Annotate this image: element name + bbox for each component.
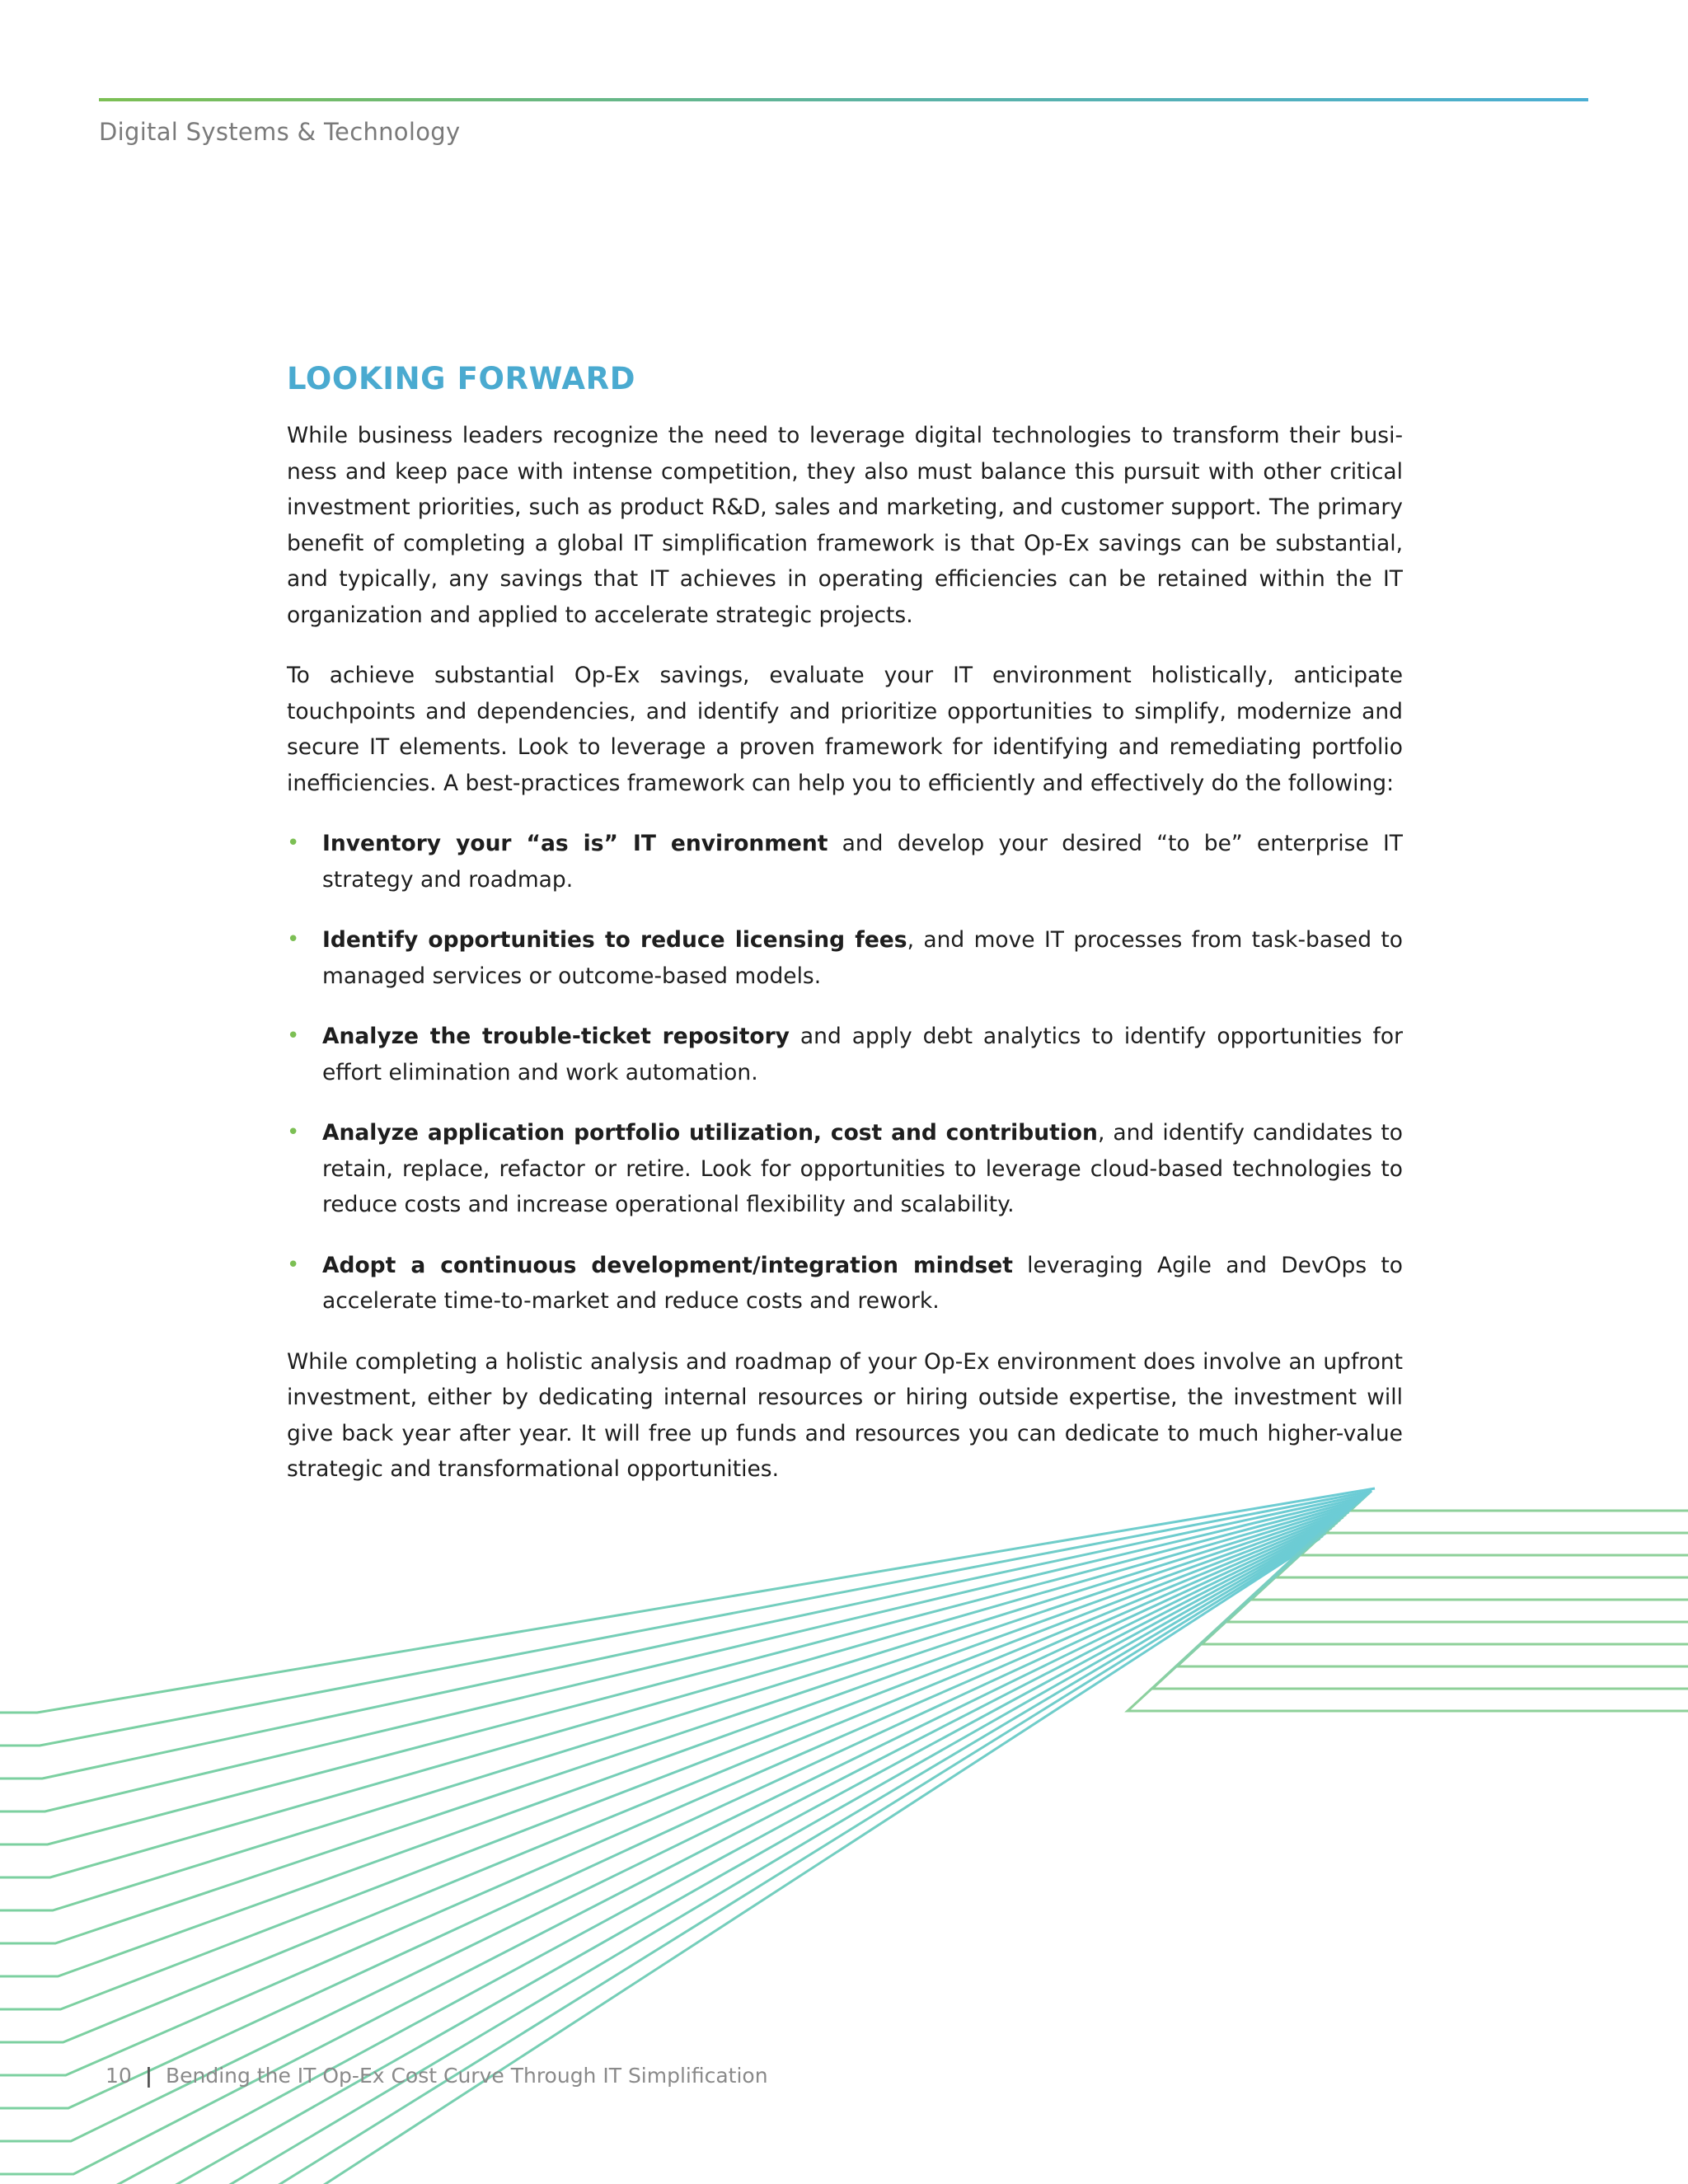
decor-line (0, 1499, 1363, 1844)
bullet-icon: • (287, 831, 300, 855)
main-content (287, 359, 1403, 1512)
list-item (287, 922, 1403, 994)
bullet-text: and develop your desired “to be” enterprise IT strategy and roadmap. (322, 831, 1403, 893)
paragraph-closing: While completing a holistic analysis and roadmap of your Op-Ex environment does involve an upfront investment, either by dedicating internal resources or hiring outside expertise, the investment will give back year after year. It will free up funds and resources you can dedicate to much higher-value strategic and transformational opportunities. (287, 1348, 1403, 1482)
bullet-list (287, 826, 1403, 1319)
running-header: Digital Systems & Technology (99, 118, 461, 146)
decor-line (0, 1515, 1346, 2042)
bullet-icon: • (287, 1252, 300, 1277)
decor-line (1251, 1501, 1688, 1600)
decor-line (0, 1520, 1340, 2108)
list-item (287, 1248, 1403, 1319)
list-item (287, 826, 1403, 898)
bullet-lead: Analyze application portfolio utilization, cost and contribution (322, 1120, 1098, 1146)
bullet-text: , and move IT processes from task-based to managed services or outcome-based models. (322, 927, 1403, 989)
decor-line (0, 1512, 1349, 2009)
bullet-icon: • (287, 1024, 300, 1048)
paragraph-intro: While business leaders recognize the need to leverage digital technologies to transform their business and keep pace with intense competition, they also must balance this pursuit with other critical investment priorities, such as product R&D, sales and marketing, and customer support. The primary benefit of completing a global IT simplification framework is that Op-Ex savings can be substantial, and typically, any savings that IT achieves in operating efficiencies can be retained within the IT organization and applied to accelerate strategic projects. (287, 423, 1403, 628)
bullet-lead: Inventory your “as is” IT environment (322, 831, 828, 856)
bullet-lead: Analyze the trouble-ticket repository (322, 1024, 790, 1049)
decor-line (0, 1517, 1343, 2075)
paragraph-framework: To achieve substantial Op-Ex savings, evaluate your IT environment holistically, anticipate touchpoints and dependencies, and identify and prioritize opportunities to simplify, modernize and secure IT elements. Look to leverage a proven framework for identifying and remediating portfolio inefficiencies. A best-practices framework can help you to efficiently and effectively do the following: (287, 663, 1403, 796)
decor-line (0, 1507, 1355, 1943)
decor-line (0, 1504, 1357, 1910)
page-number: 10 (106, 2064, 132, 2088)
list-item (287, 1115, 1403, 1223)
decor-line (1128, 1513, 1688, 1711)
bullet-icon: • (287, 1120, 300, 1145)
section-heading: LOOKING FORWARD (287, 361, 636, 396)
decor-line (0, 1497, 1367, 1811)
bullet-text: leveraging Agile and DevOps to accelerate time-to-market and reduce costs and rework. (322, 1252, 1403, 1314)
footer-doc-title: Bending the IT Op-Ex Cost Curve Through IT Simplification (165, 2064, 768, 2088)
bullet-icon: • (287, 927, 300, 952)
page-footer (106, 2064, 768, 2088)
bullet-text: and apply debt analytics to identify opportunities for effort elimination and work automation. (322, 1024, 1403, 1085)
bullet-lead: Identify opportunities to reduce licensing fees (322, 927, 907, 953)
footer-separator: | (144, 2064, 152, 2088)
bullet-text: , and identify candidates to retain, replace, refactor or retire. Look for opportunities to leverage cloud-based technologies to reduce costs and increase operational flexibility and scalability. (322, 1120, 1403, 1217)
list-item (287, 1019, 1403, 1090)
bullet-lead: Adopt a continuous development/integration mindset (322, 1252, 1013, 1278)
